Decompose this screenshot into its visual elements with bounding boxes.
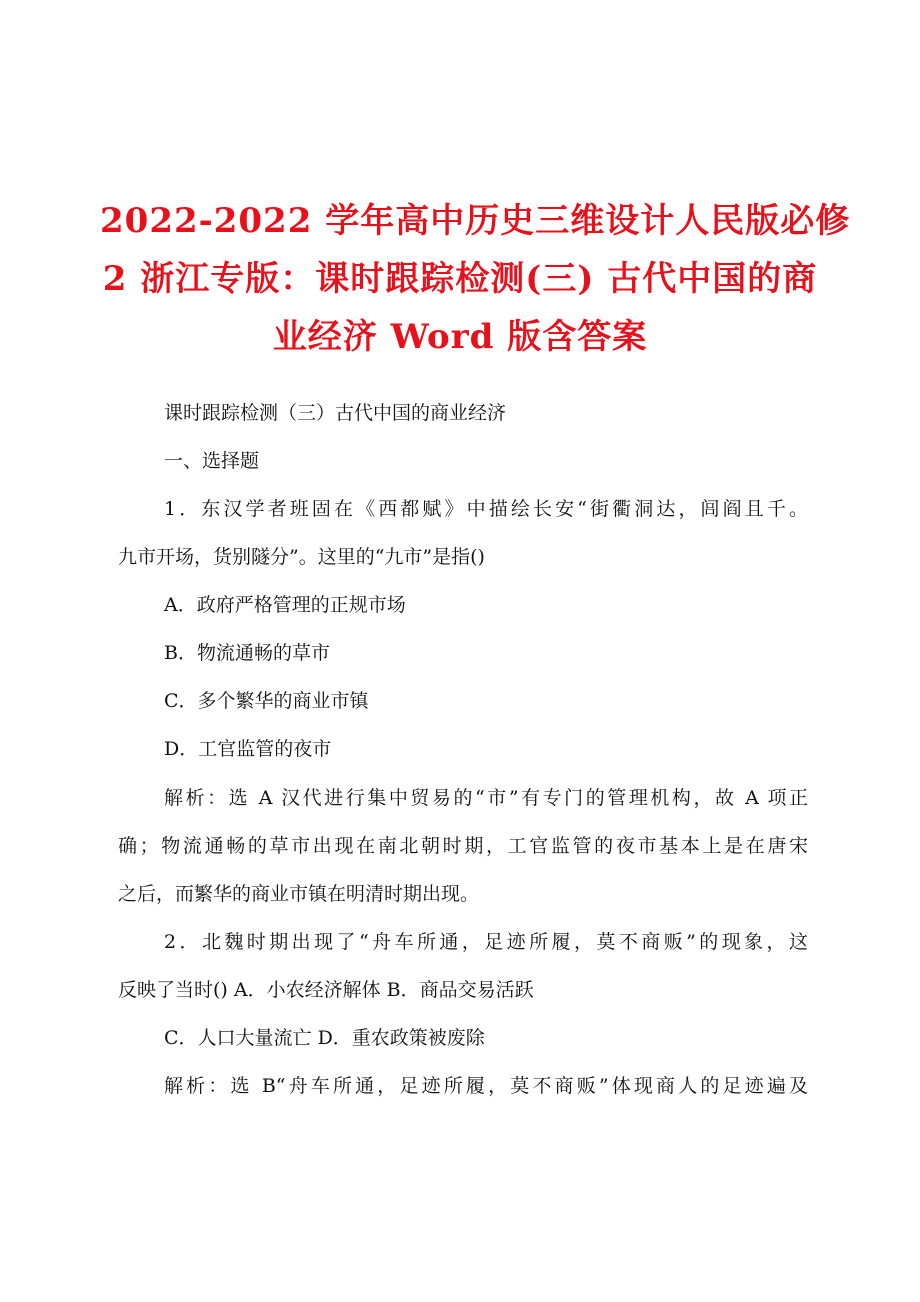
question-2-line-3: C．人口大量流亡 D．重农政策被废除 [164, 1027, 485, 1049]
question-2-line-1: 2．北魏时期出现了“舟车所通，足迹所履，莫不商贩”的现象，这 [164, 931, 808, 953]
subtitle: 课时跟踪检测（三）古代中国的商业经济 [164, 402, 507, 424]
question-1-option-a: A．政府严格管理的正规市场 [164, 594, 406, 616]
question-1-option-c: C．多个繁华的商业市镇 [164, 690, 369, 712]
section-heading: 一、选择题 [164, 450, 260, 472]
question-2-line-2: 反映了当时() A．小农经济解体 B．商品交易活跃 [118, 979, 534, 1001]
document-title [100, 192, 851, 366]
question-1-line-2: 九市开场，货别隧分”。这里的“九市”是指() [118, 546, 485, 568]
question-1-option-b: B．物流通畅的草市 [164, 642, 330, 664]
question-1-option-d: D．工官监管的夜市 [164, 738, 332, 760]
title-line-3: 业经济 Word 版含答案 [272, 317, 648, 357]
question-1-analysis-line-3: 之后，而繁华的商业市镇在明清时期出现。 [118, 883, 480, 905]
question-1-line-1: 1．东汉学者班固在《西都赋》中描绘长安“街衢洞达，闾阎且千。 [164, 498, 808, 520]
title-line-2: 2 浙江专版：课时跟踪检测(三) 古代中国的商 [102, 259, 818, 299]
question-1-analysis-line-1: 解析：选 A 汉代进行集中贸易的“市”有专门的管理机构，故 A 项正 [164, 787, 808, 809]
title-line-1: 2022-2022 学年高中历史三维设计人民版必修 [100, 201, 851, 241]
question-1-analysis-line-2: 确；物流通畅的草市出现在南北朝时期，工官监管的夜市基本上是在唐宋 [118, 835, 808, 857]
question-2-analysis-line-1: 解析：选 B“舟车所通，足迹所履，莫不商贩”体现商人的足迹遍及 [164, 1075, 808, 1097]
